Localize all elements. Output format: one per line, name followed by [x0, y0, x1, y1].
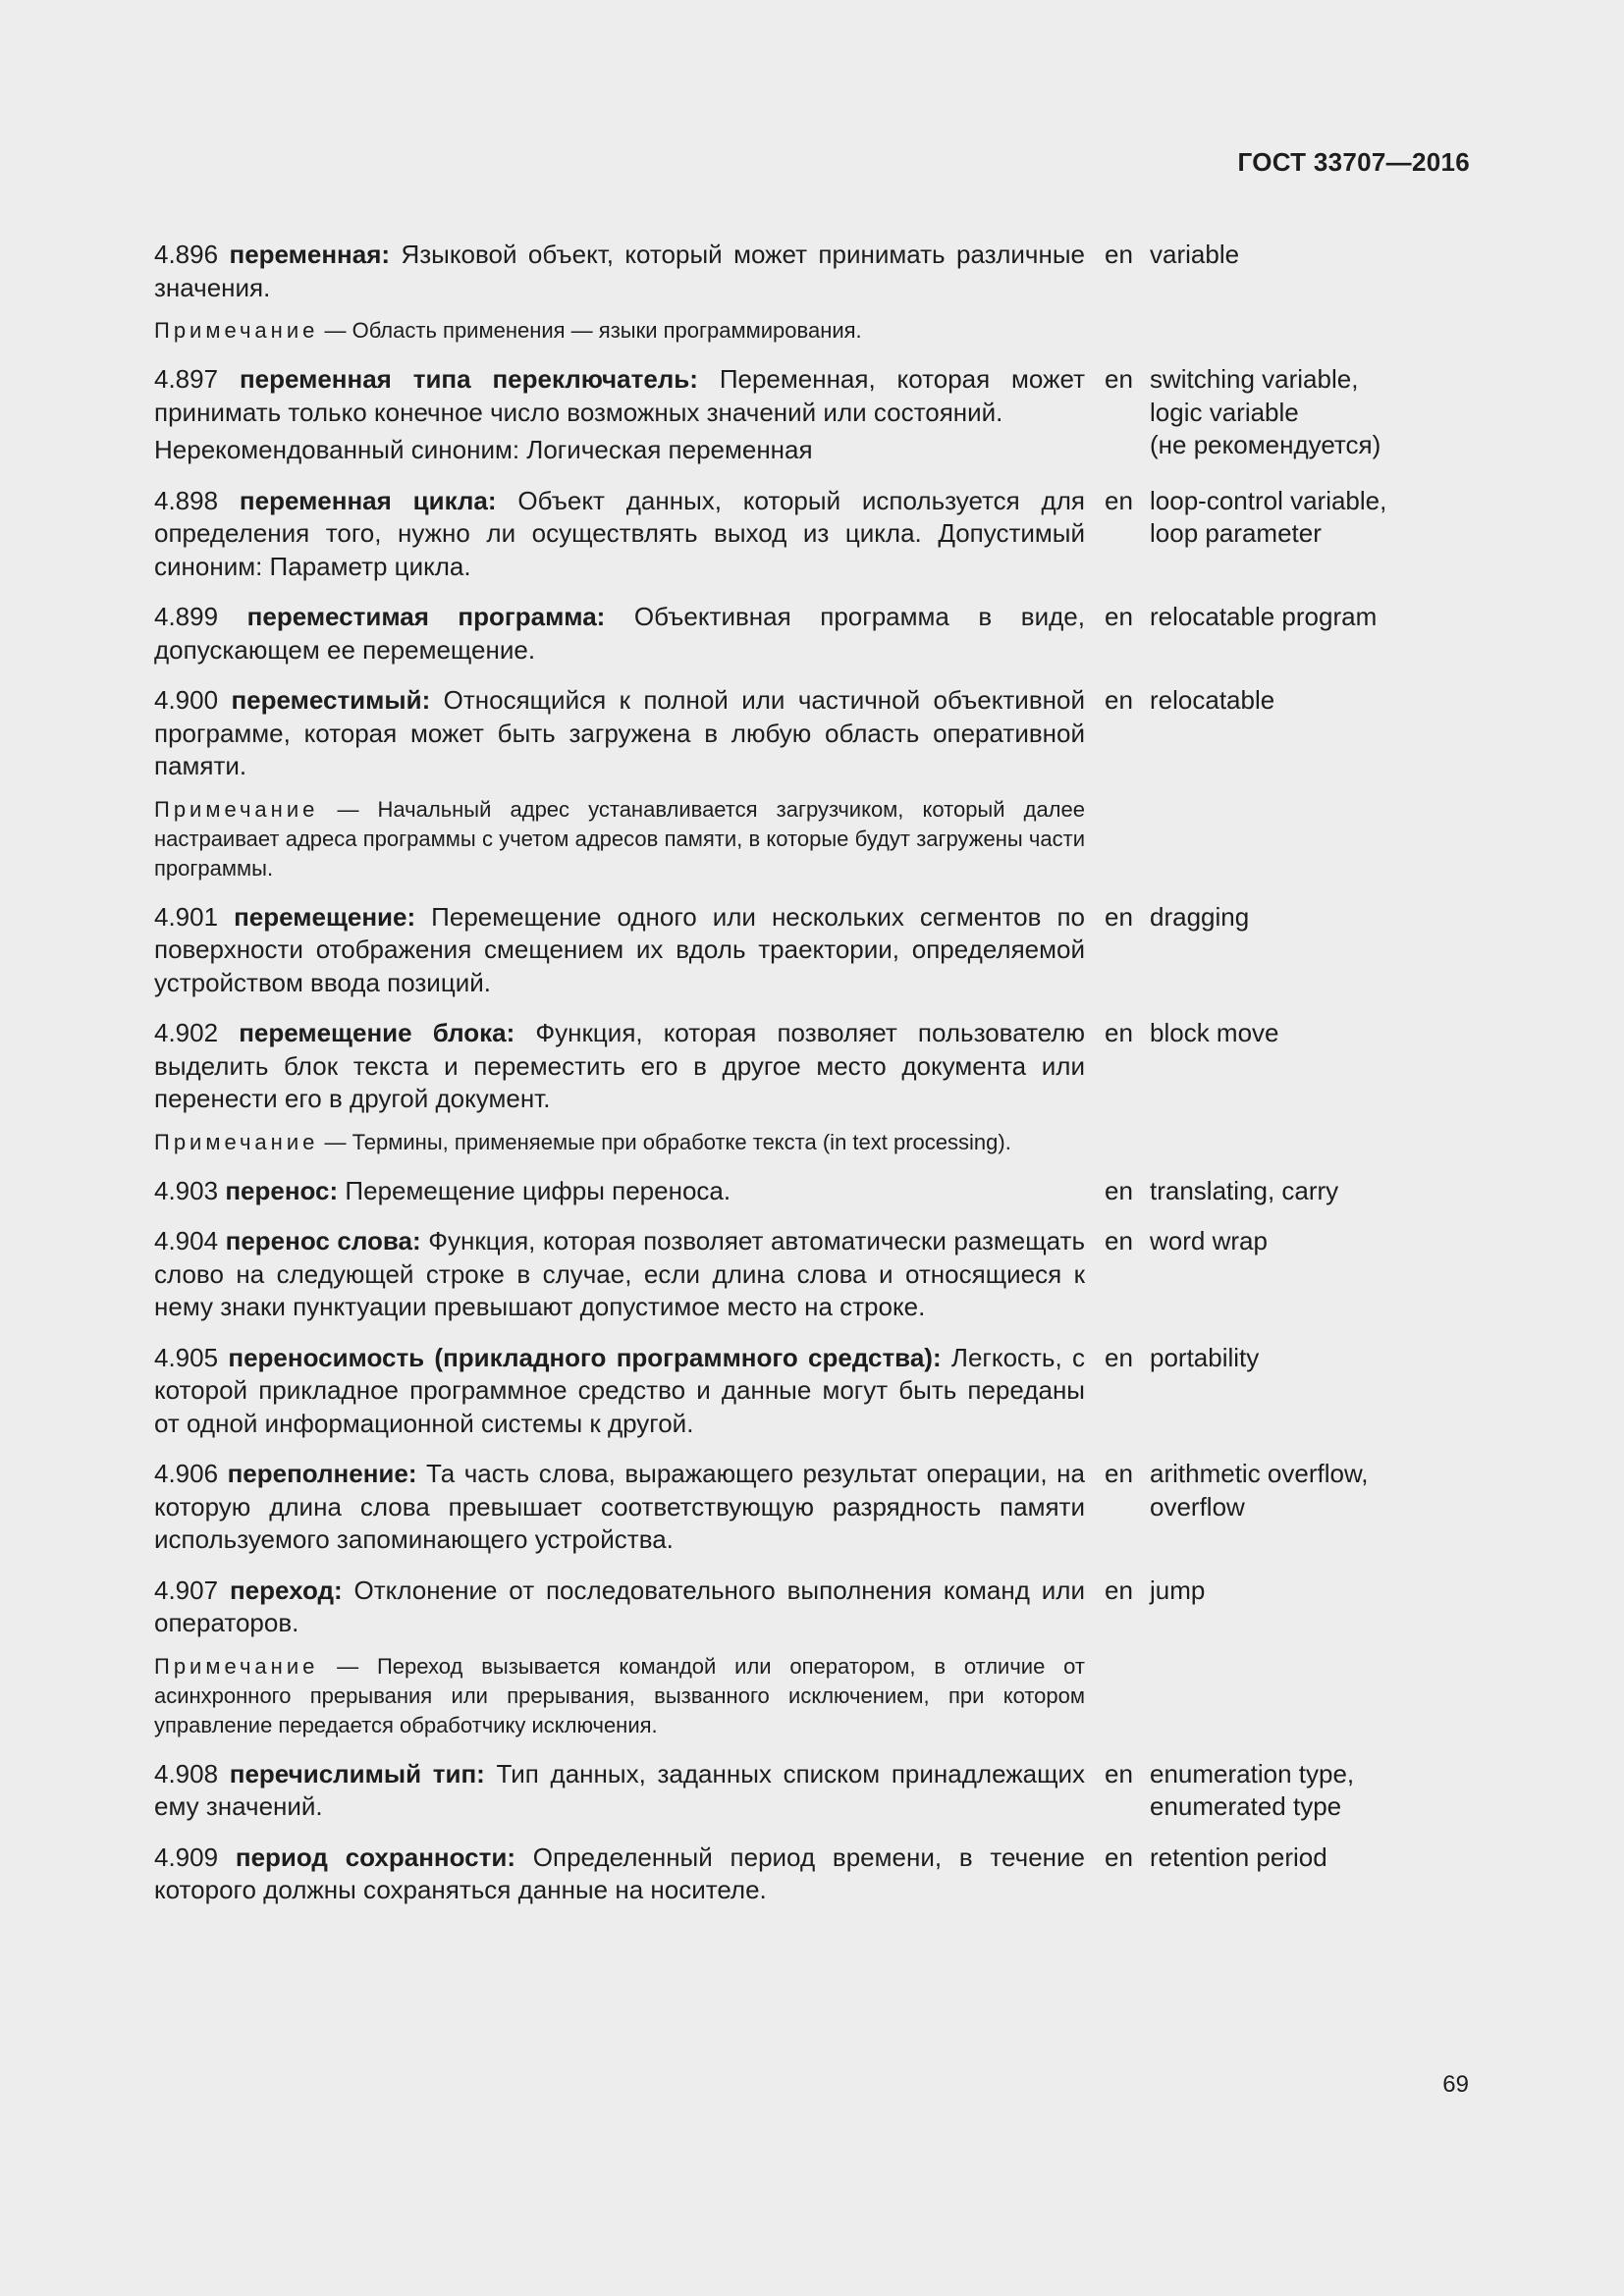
english-equivalent: relocatable [1150, 685, 1275, 715]
language-code: en [1105, 1842, 1133, 1872]
term-number: 4.908 [154, 1758, 219, 1789]
term-definition: Тип данных, заданных списком принадлежащих ему значений. [154, 1758, 1085, 1821]
english-equivalent: dragging [1150, 901, 1250, 932]
term-name: перемещение блока: [239, 1018, 515, 1047]
language-code: en [1105, 364, 1133, 394]
term-name: переносимость (прикладного программного средства): [228, 1342, 942, 1372]
language-code: en [1105, 1575, 1133, 1605]
language-code: en [1105, 901, 1133, 932]
term-name: переход: [229, 1575, 343, 1605]
document-header: ГОСТ 33707—2016 [1237, 147, 1470, 177]
term-name: перенос слова: [225, 1226, 421, 1255]
term-definition: Объективная программа в виде, допускающем ее перемещение. [154, 602, 1085, 665]
term-note: Примечание — Термины, применяемые при обработке текста (in text processing). [154, 1129, 1011, 1154]
term-entry-4-903 [154, 1175, 1470, 1208]
term-number: 4.899 [154, 602, 219, 631]
language-code: en [1105, 240, 1133, 269]
term-definition: Функция, которая позволяет автоматически размещать слово на следующей строке в случае, если длина слова и относящиеся к нему знаки пунктуации превышают допустимое место на строке. [154, 1226, 1085, 1321]
language-code: en [1105, 1758, 1133, 1789]
term-number: 4.898 [154, 485, 219, 515]
term-entry-4-900 [154, 684, 1470, 883]
term-definition: Переменная, которая может принимать только конечное число возможных значений или состояний. [154, 364, 1085, 427]
term-number: 4.907 [154, 1575, 219, 1605]
term-name: переменная: [229, 240, 391, 269]
term-name: переменная типа переключатель: [239, 364, 698, 394]
term-definition: Та часть слова, выражающего результат операции, на которую длина слова превышает соответствующую разрядность памяти используемого запоминающего устройства. [154, 1459, 1085, 1554]
english-equivalent: retention period [1150, 1842, 1327, 1872]
term-number: 4.897 [154, 364, 219, 394]
term-entry-4-902 [154, 1017, 1470, 1157]
term-entry-4-909 [154, 1842, 1470, 1907]
english-equivalent: block move [1150, 1018, 1279, 1047]
term-name: перечислимый тип: [229, 1758, 485, 1789]
term-entry-4-908 [154, 1758, 1470, 1824]
language-code: en [1105, 485, 1133, 515]
term-definition: Перемещение одного или нескольких сегментов по поверхности отображения смещением их вдоль траектории, определяемой устройством ввода позиций. [154, 901, 1085, 997]
term-name: перенос: [225, 1175, 339, 1205]
english-equivalent: loop-control variable, loop parameter [1150, 485, 1387, 548]
term-entry-4-904 [154, 1225, 1470, 1324]
term-name: период сохранности: [235, 1842, 515, 1872]
term-number: 4.905 [154, 1342, 219, 1372]
term-definition: Легкость, с которой прикладное программное средство и данные могут быть переданы от одной информационной системы к другой. [154, 1342, 1085, 1438]
term-number: 4.900 [154, 685, 219, 715]
term-entry-4-896 [154, 239, 1470, 346]
term-name: переместимая программа: [246, 602, 606, 631]
term-definition: Перемещение цифры переноса. [345, 1175, 731, 1205]
term-entry-4-897 [154, 363, 1470, 467]
language-code: en [1105, 685, 1133, 715]
term-synonym: Нерекомендованный синоним: Логическая переменная [154, 435, 813, 464]
term-number: 4.909 [154, 1842, 219, 1872]
term-name: переменная цикла: [239, 485, 497, 515]
term-name: переместимый: [231, 685, 431, 715]
term-entry-4-905 [154, 1342, 1470, 1441]
term-definition: Объект данных, который используется для определения того, нужно ли осуществлять выход из цикла. Допустимый синоним: Параметр цикла. [154, 485, 1085, 581]
english-equivalent: enumeration type, enumerated type [1150, 1758, 1355, 1821]
term-entry-4-899 [154, 601, 1470, 667]
term-list [154, 239, 1470, 1925]
term-number: 4.904 [154, 1226, 219, 1255]
term-number: 4.903 [154, 1175, 219, 1205]
term-note: Примечание — Начальный адрес устанавливается загрузчиком, который далее настраивает адреса программы с учетом адресов памяти, в которые будут загружены части программы. [154, 796, 1085, 881]
english-equivalent: relocatable program [1150, 602, 1378, 631]
language-code: en [1105, 1342, 1133, 1372]
term-definition: Функция, которая позволяет пользователю выделить блок текста и переместить его в другое место документа или перенести его в другой документ. [154, 1018, 1085, 1113]
term-number: 4.896 [154, 240, 219, 269]
page-number: 69 [1442, 2071, 1469, 2098]
term-definition: Определенный период времени, в течение которого должны сохраняться данные на носителе. [154, 1842, 1085, 1904]
term-definition: Языковой объект, который может принимать различные значения. [154, 240, 1085, 302]
english-equivalent: arithmetic overflow, overflow [1150, 1459, 1369, 1522]
language-code: en [1105, 1459, 1133, 1488]
term-entry-4-907 [154, 1575, 1470, 1740]
language-code: en [1105, 1175, 1133, 1205]
language-code: en [1105, 1018, 1133, 1047]
english-equivalent: variable [1150, 240, 1240, 269]
english-equivalent: portability [1150, 1342, 1260, 1372]
term-name: переполнение: [227, 1459, 417, 1488]
term-note: Примечание — Переход вызывается командой или оператором, в отличие от асинхронного прерывания или прерывания, вызванного исключением, при котором управление передается обработчику исключения. [154, 1653, 1085, 1737]
term-entry-4-901 [154, 901, 1470, 1000]
term-number: 4.901 [154, 901, 219, 932]
english-equivalent: switching variable, logic variable (не рекомендуется) [1150, 364, 1381, 459]
term-note: Примечание — Область применения — языки программирования. [154, 318, 862, 343]
term-definition: Отклонение от последовательного выполнения команд или операторов. [154, 1575, 1085, 1637]
english-equivalent: jump [1150, 1575, 1206, 1605]
english-equivalent: translating, carry [1150, 1175, 1339, 1205]
term-number: 4.906 [154, 1459, 219, 1488]
language-code: en [1105, 1226, 1133, 1255]
language-code: en [1105, 602, 1133, 631]
term-entry-4-898 [154, 485, 1470, 584]
term-number: 4.902 [154, 1018, 219, 1047]
english-equivalent: word wrap [1150, 1226, 1268, 1255]
term-name: перемещение: [234, 901, 416, 932]
term-entry-4-906 [154, 1458, 1470, 1557]
term-definition: Относящийся к полной или частичной объективной программе, которая может быть загружена в любую область оперативной памяти. [154, 685, 1085, 780]
